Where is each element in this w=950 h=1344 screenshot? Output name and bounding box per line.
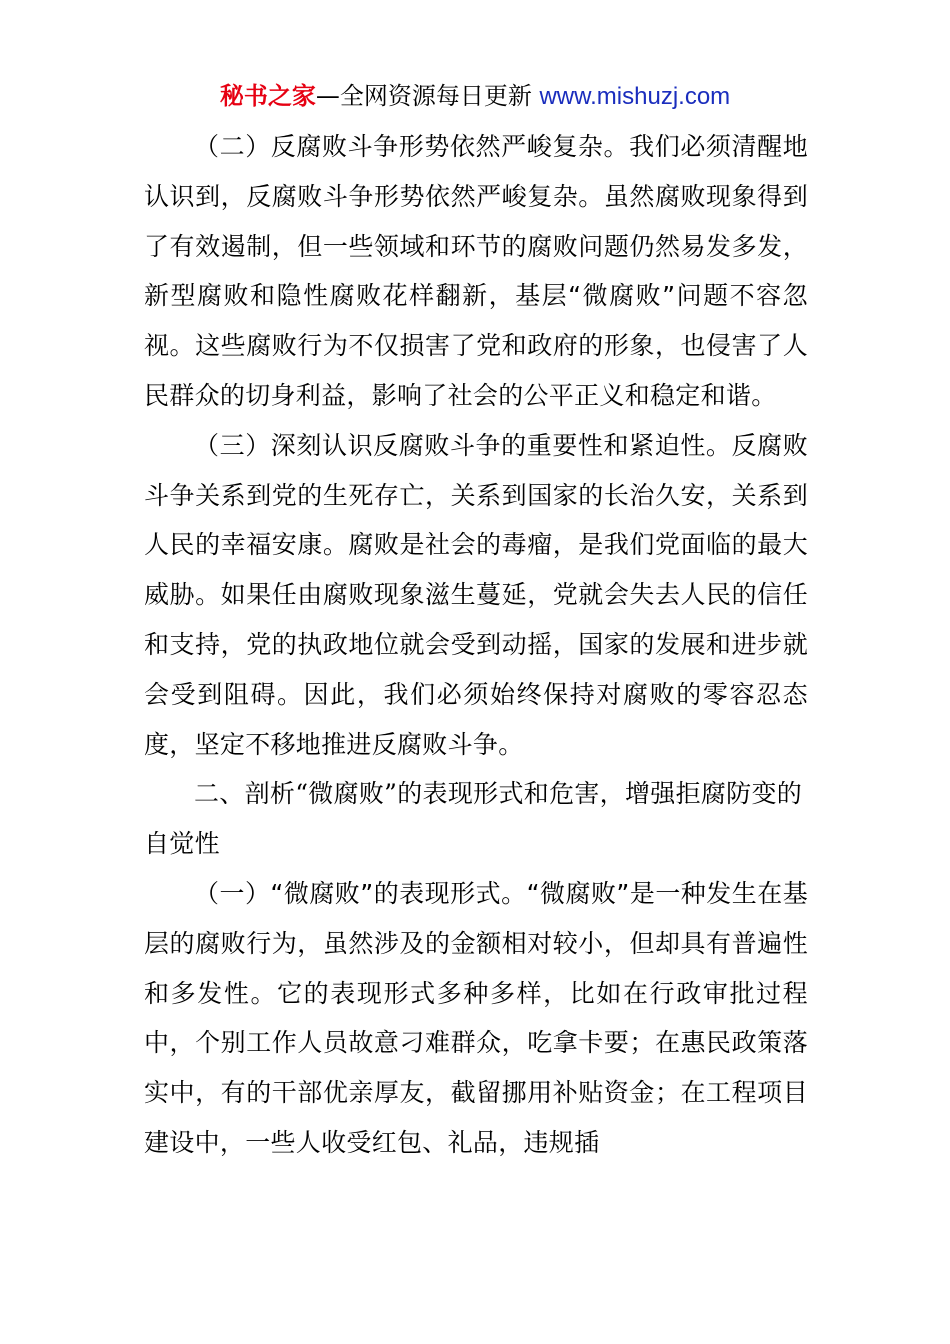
paragraph-situation: （二）反腐败斗争形势依然严峻复杂。我们必须清醒地认识到，反腐败斗争形势依然严峻复杂。虽然腐败现象得到了有效遏制，但一些领域和环节的腐败问题仍然易发多发，新型腐败和隐性腐败花样翻新，基层“微腐败”问题不容忽视。这些腐败行为不仅损害了党和政府的形象，也侵害了人民群众的切身利益，影响了社会的公平正义和稳定和谐。 [144, 132, 808, 410]
brand-name: 秘书之家 [219, 82, 316, 110]
header-tagline: —全网资源每日更新 [315, 82, 540, 110]
document-body [144, 122, 808, 1168]
section-heading: 二、剖析“微腐败”的表现形式和危害，增强拒腐防变的自觉性 [144, 779, 803, 859]
paragraph-importance: （三）深刻认识反腐败斗争的重要性和紧迫性。反腐败斗争关系到党的生死存亡，关系到国家的长治久安，关系到人民的幸福安康。腐败是社会的毒瘤，是我们党面临的最大威胁。如果任由腐败现象滋生蔓延，党就会失去人民的信任和支持，党的执政地位就会受到动摇，国家的发展和进步就会受到阻碍。因此，我们必须始终保持对腐败的零容忍态度，坚定不移地推进反腐败斗争。 [144, 430, 808, 759]
page-header [0, 80, 950, 113]
paragraph-forms: （一）“微腐败”的表现形式。“微腐败”是一种发生在基层的腐败行为，虽然涉及的金额相对较小，但却具有普遍性和多发性。它的表现形式多种多样，比如在行政审批过程中，个别工作人员故意刁难群众，吃拿卡要；在惠民政策落实中，有的干部优亲厚友，截留挪用补贴资金；在工程项目建设中，一些人收受红包、礼品，违规插 [144, 878, 808, 1157]
site-url-link[interactable]: www.mishuzj.com [539, 83, 731, 110]
